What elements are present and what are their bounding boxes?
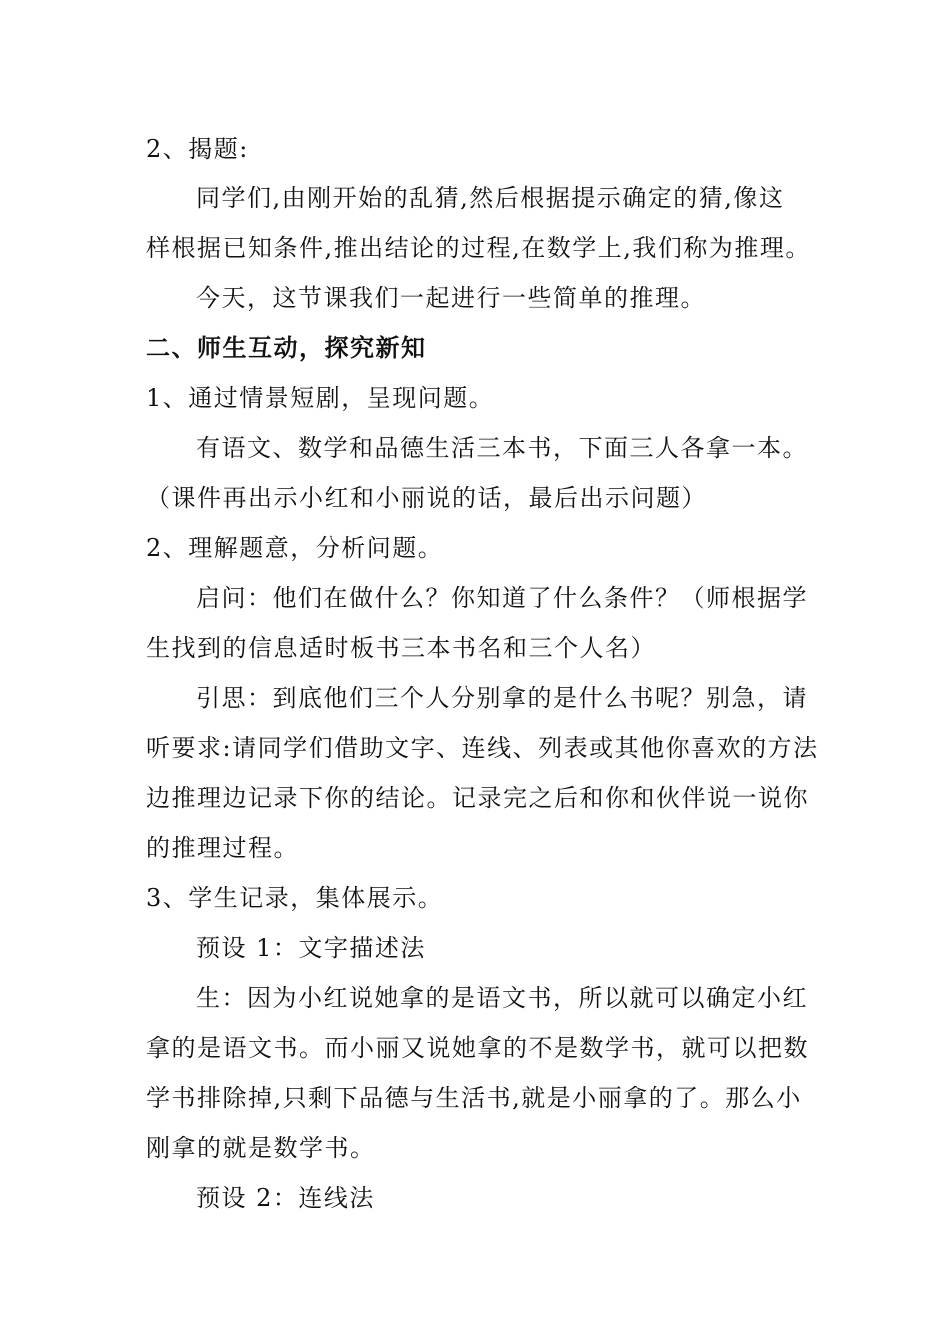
- paragraph-line: 有语文、数学和品德生活三本书，下面三人各拿一本。: [196, 434, 808, 462]
- paragraph-line: 刚拿的就是数学书。: [146, 1134, 376, 1162]
- paragraph-line: （课件再出示小红和小丽说的话，最后出示问题）: [146, 484, 707, 512]
- section-heading: 二、师生互动，探究新知: [146, 333, 427, 362]
- paragraph-line: 听要求:请同学们借助文字、连线、列表或其他你喜欢的方法: [146, 734, 819, 762]
- subheading-scenario: 1、通过情景短剧，呈现问题。: [146, 384, 495, 412]
- preset-label: 预设 2：连线法: [196, 1184, 375, 1212]
- paragraph-line: 生：因为小红说她拿的是语文书，所以就可以确定小红: [196, 984, 808, 1012]
- paragraph-line: 样根据已知条件,推出结论的过程,在数学上,我们称为推理。: [146, 234, 811, 262]
- paragraph-line: 引思：到底他们三个人分别拿的是什么书呢？别急，请: [196, 684, 808, 712]
- paragraph-line: 今天，这节课我们一起进行一些简单的推理。: [196, 284, 706, 312]
- subheading-record: 3、学生记录，集体展示。: [146, 884, 444, 912]
- paragraph-line: 启问：他们在做什么？你知道了什么条件？（师根据学: [196, 584, 808, 612]
- preset-label: 预设 1：文字描述法: [196, 934, 426, 962]
- paragraph-line: 学书排除掉,只剩下品德与生活书,就是小丽拿的了。那么小: [146, 1084, 802, 1112]
- paragraph-line: 的推理过程。: [146, 834, 299, 862]
- paragraph-line: 边推理边记录下你的结论。记录完之后和你和伙伴说一说你: [146, 784, 809, 812]
- paragraph-line: 拿的是语文书。而小丽又说她拿的不是数学书，就可以把数: [146, 1034, 809, 1062]
- paragraph-line: 同学们,由刚开始的乱猜,然后根据提示确定的猜,像这: [196, 184, 785, 212]
- subheading-reveal-topic: 2、揭题:: [146, 135, 249, 163]
- paragraph-line: 生找到的信息适时板书三本书名和三个人名）: [146, 634, 656, 662]
- subheading-analysis: 2、理解题意，分析问题。: [146, 534, 444, 562]
